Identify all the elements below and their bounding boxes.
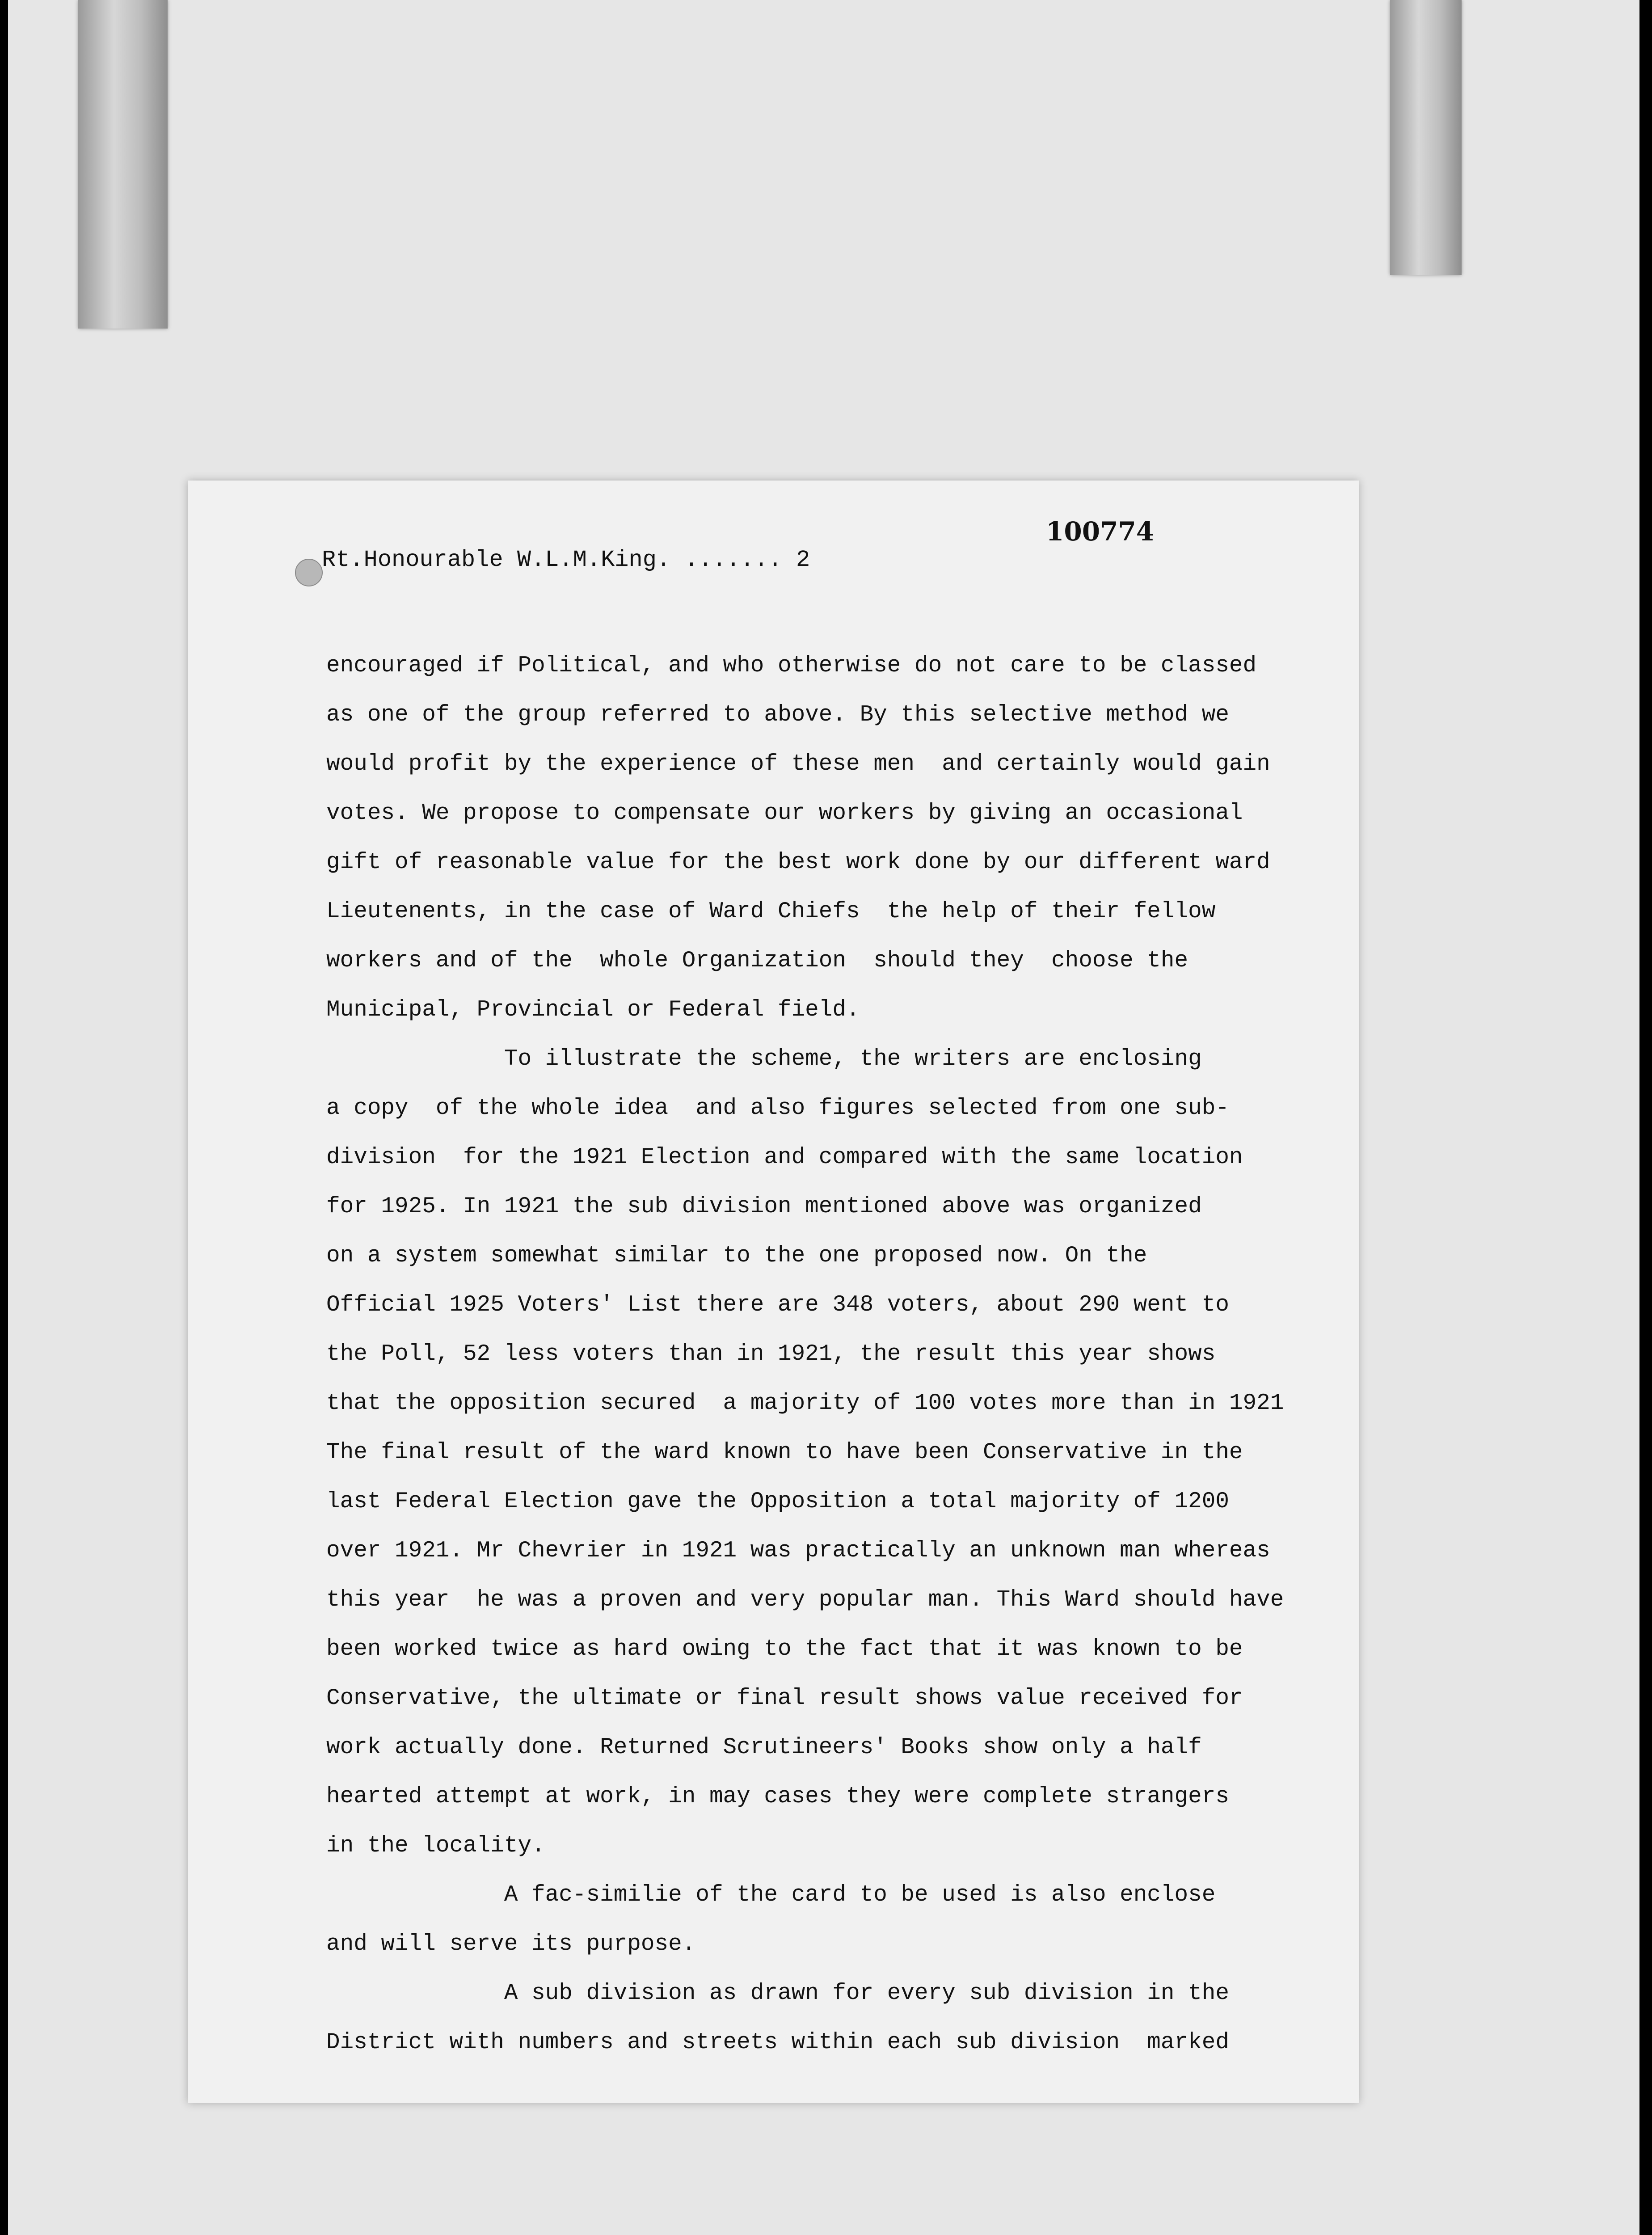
text-line: encouraged if Political, and who otherwise do not care to be classed [326, 653, 1257, 679]
text-line: A fac-similie of the card to be used is also enclose [326, 1882, 1216, 1908]
text-line: The final result of the ward known to have been Conservative in the [326, 1440, 1243, 1465]
letter-page [188, 481, 1359, 2103]
letter-body [326, 641, 1350, 2067]
document-number: 100774 [1046, 516, 1155, 547]
text-line: in the locality. [326, 1833, 545, 1859]
text-line: a copy of the whole idea and also figures selected from one sub- [326, 1096, 1229, 1121]
text-line: To illustrate the scheme, the writers are enclosing [326, 1046, 1202, 1072]
text-line: last Federal Election gave the Opposition a total majority of 1200 [326, 1489, 1229, 1514]
text-line: workers and of the whole Organization should they choose the [326, 948, 1188, 974]
text-line: that the opposition secured a majority of 100 votes more than in 1921 [326, 1391, 1284, 1416]
text-line: A sub division as drawn for every sub division in the [326, 1981, 1229, 2006]
text-line: votes. We propose to compensate our workers by giving an occasional [326, 801, 1243, 826]
tape-strip-top-right [1390, 0, 1462, 275]
text-line: Municipal, Provincial or Federal field. [326, 997, 860, 1023]
text-line: would profit by the experience of these men and certainly would gain [326, 751, 1270, 777]
text-line: this year he was a proven and very popular man. This Ward should have [326, 1587, 1284, 1613]
text-line: the Poll, 52 less voters than in 1921, the result this year shows [326, 1341, 1216, 1367]
text-line: hearted attempt at work, in may cases they were complete strangers [326, 1784, 1229, 1809]
text-line: for 1925. In 1921 the sub division mentioned above was organized [326, 1194, 1202, 1219]
text-line: and will serve its purpose. [326, 1931, 696, 1957]
text-line: District with numbers and streets within each sub division marked [326, 2030, 1229, 2055]
text-line: over 1921. Mr Chevrier in 1921 was practically an unknown man whereas [326, 1538, 1270, 1564]
text-line: division for the 1921 Election and compared with the same location [326, 1145, 1243, 1170]
tape-strip-top-left [78, 0, 168, 329]
text-line: gift of reasonable value for the best work done by our different ward [326, 850, 1270, 875]
page-header: Rt.Honourable W.L.M.King. ....... 2 [322, 547, 810, 573]
text-line: work actually done. Returned Scrutineers' Books show only a half [326, 1735, 1202, 1760]
punch-hole [295, 559, 323, 586]
text-line: Conservative, the ultimate or final result shows value received for [326, 1686, 1243, 1711]
text-line: on a system somewhat similar to the one proposed now. On the [326, 1243, 1147, 1269]
text-line: Lieutenents, in the case of Ward Chiefs the help of their fellow [326, 899, 1216, 924]
text-line: as one of the group referred to above. By this selective method we [326, 702, 1229, 728]
text-line: been worked twice as hard owing to the fact that it was known to be [326, 1636, 1243, 1662]
text-line: Official 1925 Voters' List there are 348 voters, about 290 went to [326, 1292, 1229, 1318]
